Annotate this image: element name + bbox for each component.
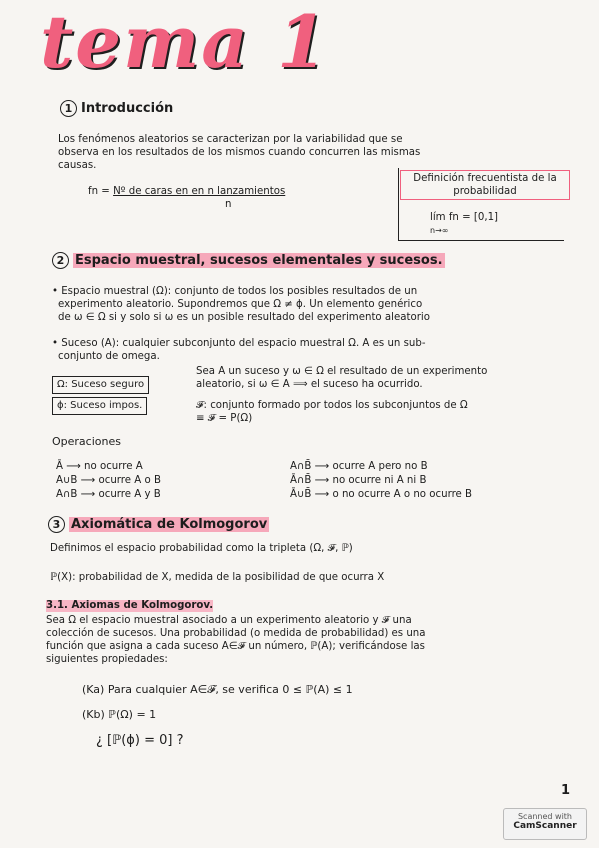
event-line: 𝓕: conjunto formado por todos los subconjuntos de Ω [196, 400, 468, 411]
section-3-heading [48, 516, 269, 533]
operation-item: Ā ⟶ no ocurre A [56, 461, 143, 472]
frequency-formula [88, 186, 285, 198]
probability-space-line: Definimos el espacio probabilidad como la tripleta (Ω, 𝓕, ℙ) [50, 543, 353, 554]
box-impossible-event: ϕ: Suceso impos. [52, 397, 147, 415]
operation-item: A∩B̄ ⟶ ocurre A pero no B [290, 461, 428, 472]
definition-line: conjunto de omega. [58, 351, 160, 362]
open-question: ¿ [ℙ(ϕ) = 0] ? [96, 733, 184, 748]
page-number: 1 [561, 783, 571, 798]
section-1-heading [60, 100, 173, 117]
intro-line: observa en los resultados de los mismos cuando concurren las mismas [58, 147, 421, 158]
event-line: aleatorio, si ω ∈ A ⟹ el suceso ha ocurrido. [196, 379, 423, 390]
axioms-line: colección de sucesos. Una probabilidad (o medida de probabilidad) es una [46, 628, 426, 639]
operation-item: A∪B ⟶ ocurre A o B [56, 475, 161, 486]
probability-measure-line: ℙ(X): probabilidad de X, medida de la posibilidad de que ocurra X [50, 572, 385, 583]
note-title: Definición frecuentista de la probabilidad [400, 170, 570, 200]
definition-line: de ω ∈ Ω si y solo si ω es un posible resultado del experimento aleatorio [58, 312, 430, 323]
box-sure-event: Ω: Suceso seguro [52, 376, 149, 394]
operations-title: Operaciones [52, 435, 121, 448]
operation-item: Ā∪B̄ ⟶ o no ocurre A o no ocurre B [290, 489, 473, 500]
axioms-line: Sea Ω el espacio muestral asociado a un experimento aleatorio y 𝓕 una [46, 615, 412, 626]
axiom-kb: (Kb) ℙ(Ω) = 1 [82, 708, 157, 721]
camscanner-badge [503, 808, 587, 840]
operation-item: A∩B ⟶ ocurre A y B [56, 489, 161, 500]
definition-line: experimento aleatorio. Supondremos que Ω ≠ ϕ. Un elemento genérico [58, 299, 423, 310]
intro-line: causas. [58, 160, 97, 171]
section-2-heading [52, 252, 445, 269]
section-number: 2 [52, 252, 69, 269]
definition-line: • Espacio muestral (Ω): conjunto de todos los posibles resultados de un [52, 286, 418, 297]
subsection-heading: 3.1. Axiomas de Kolmogorov. [46, 600, 214, 611]
formula-denominator: n [225, 199, 232, 210]
section-number: 3 [48, 516, 65, 533]
formula-lhs: fn = [88, 186, 114, 197]
heading-text: Introducción [81, 101, 174, 116]
page-title: tema 1 [40, 0, 330, 84]
note-limit-sub: n→∞ [430, 226, 449, 235]
badge-brand: CamScanner [513, 821, 577, 831]
axiom-ka: (Ka) Para cualquier A∈𝓕, se verifica 0 ≤ ℙ(A) ≤ 1 [82, 683, 353, 696]
intro-line: Los fenómenos aleatorios se caracterizan por la variabilidad que se [58, 134, 403, 145]
operation-item: Ā∩B̄ ⟶ no ocurre ni A ni B [290, 475, 427, 486]
axioms-line: siguientes propiedades: [46, 654, 168, 665]
heading-text: Axiomática de Kolmogorov [71, 517, 268, 532]
badge-line1: Scanned with [517, 812, 573, 821]
heading-text: Espacio muestral, sucesos elementales y sucesos. [75, 253, 443, 268]
formula-numerator: Nº de caras en en n lanzamientos [113, 186, 286, 197]
event-line: ≡ 𝓕 = P(Ω) [196, 413, 253, 424]
section-number: 1 [60, 100, 77, 117]
definition-line: • Suceso (A): cualquier subconjunto del espacio muestral Ω. A es un sub- [52, 338, 426, 349]
axioms-line: función que asigna a cada suceso A∈𝓕 un número, ℙ(A); verificándose las [46, 641, 425, 652]
event-line: Sea A un suceso y ω ∈ Ω el resultado de un experimento [196, 366, 488, 377]
note-limit: lím fn = [0,1] [430, 212, 499, 223]
